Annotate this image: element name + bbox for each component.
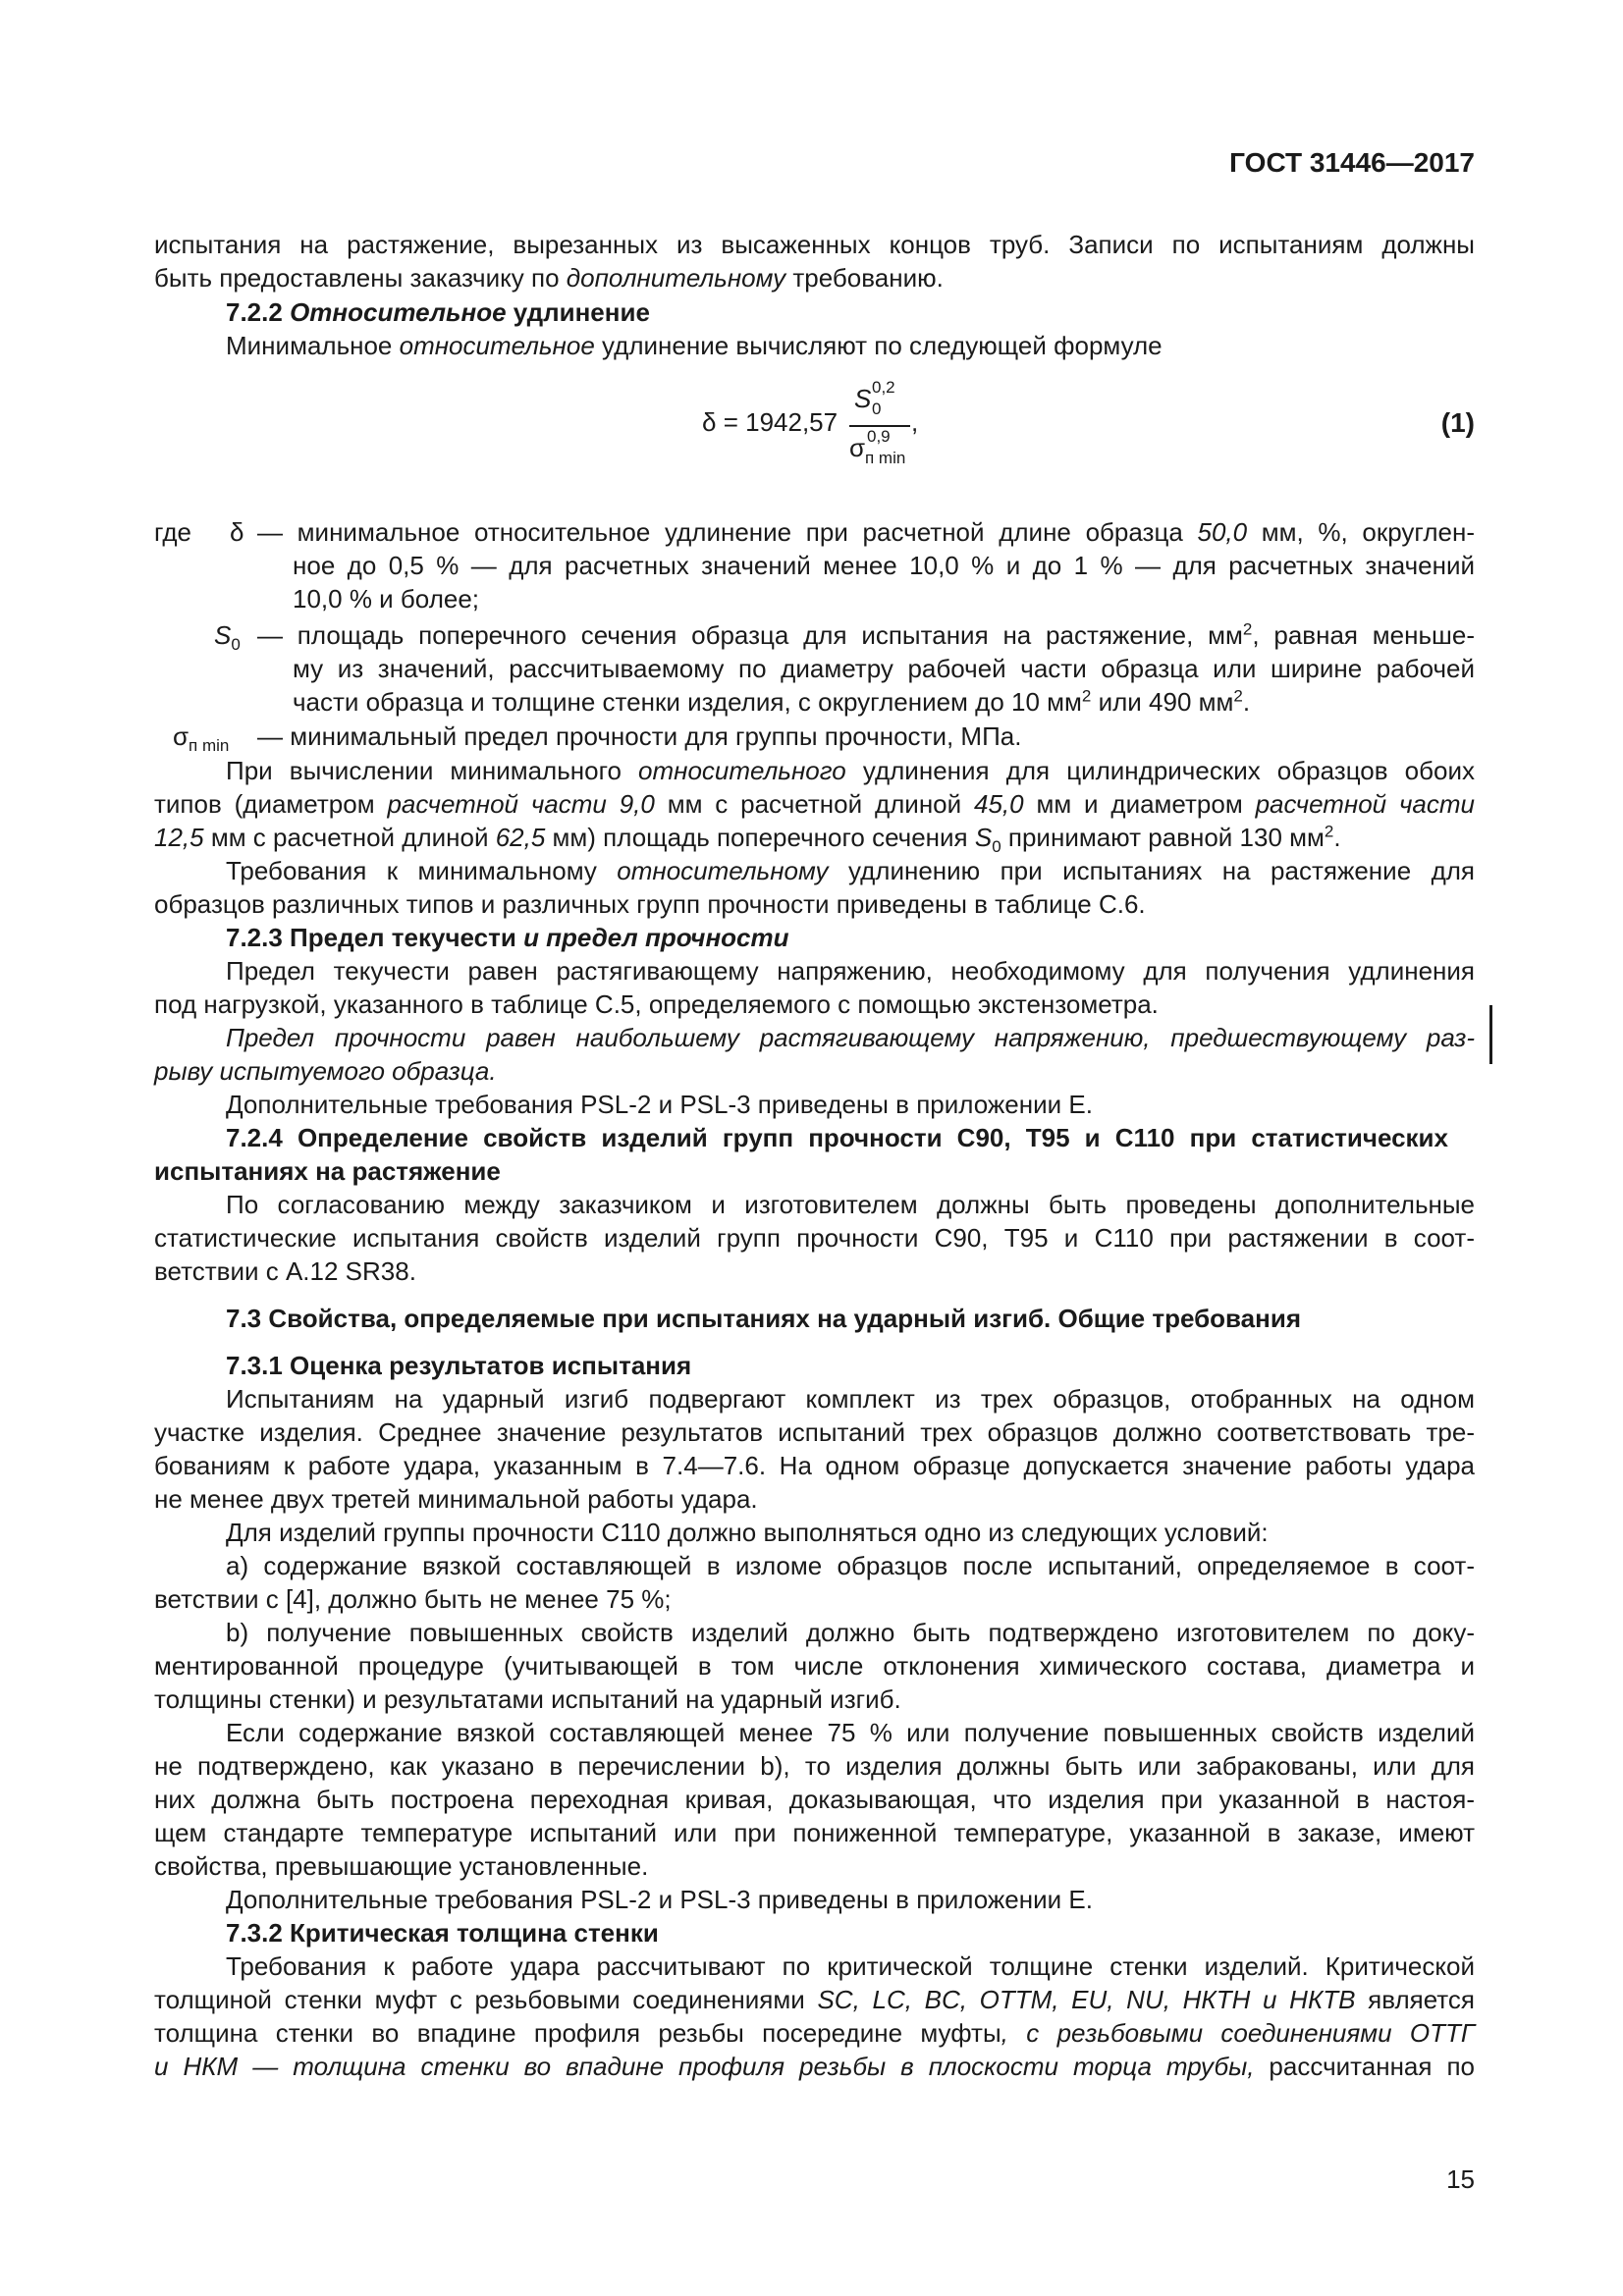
paragraph-line: толщина стенки во впадине профиля резьбы посередине муфты, с резьбовыми соединениями ОТТГ <box>154 2018 1476 2048</box>
paragraph-line: Дополнительные требования PSL-2 и PSL-3 приведены в приложении Е. <box>226 1885 1093 1914</box>
legend-line: му из значений, рассчитываемому по диаметру рабочей части образца или ширине рабочей <box>293 654 1475 683</box>
paragraph-line: Предел прочности равен наибольшему растягивающему напряжению, предшествующему раз- <box>226 1023 1475 1052</box>
paragraph-line: них должна быть построена переходная кривая, доказывающая, что изделия при указанной в настоя- <box>154 1785 1475 1814</box>
paragraph-line: ветствии с А.12 SR38. <box>154 1256 416 1286</box>
section-heading-7-2-4: 7.2.4 Определение свойств изделий групп прочности С90, Т95 и С110 при статистических <box>226 1123 1448 1152</box>
paragraph-line: не подтверждено, как указано в перечислении b), то изделия должны быть или забракованы, или для <box>154 1751 1475 1781</box>
paragraph-line: быть предоставлены заказчику по дополнительному требованию. <box>154 263 944 293</box>
paragraph-line: Для изделий группы прочности С110 должно выполняться одно из следующих условий: <box>226 1518 1269 1547</box>
paragraph-line: Минимальное относительное удлинение вычисляют по следующей формуле <box>226 331 1163 360</box>
formula-number: (1) <box>1440 407 1475 438</box>
section-heading-7-3-1: 7.3.1 Оценка результатов испытания <box>226 1351 692 1380</box>
list-item-b-cont: ментированной процедуре (учитывающей в том числе отклонения химического состава, диаметра и <box>154 1651 1475 1681</box>
change-bar <box>1489 1005 1492 1064</box>
paragraph-line: типов (диаметром расчетной части 9,0 мм с расчетной длиной 45,0 мм и диаметром расчетной части <box>154 789 1475 819</box>
legend-line: — минимальный предел прочности для группы прочности, МПа. <box>257 721 1022 751</box>
formula-1: δ = 1942,57 S 0,2 0 , σ 0,9 п min <box>702 378 919 467</box>
paragraph-line: испытания на растяжение, вырезанных из высаженных концов труб. Записи по испытаниям должны <box>154 230 1475 259</box>
paragraph-line: участке изделия. Среднее значение результатов испытаний трех образцов должно соответствовать тре- <box>154 1417 1475 1447</box>
page-number: 15 <box>1446 2164 1475 2194</box>
paragraph-line: По согласованию между заказчиком и изготовителем должны быть проведены дополнительные <box>226 1190 1475 1219</box>
legend-line: — площадь поперечного сечения образца для испытания на растяжение, $мм^2$, равная меньше- <box>257 619 1475 650</box>
paragraph-line: Требования к минимальному относительному удлинению при испытаниях на растяжение для <box>226 856 1475 885</box>
section-heading-7-2-3: 7.2.3 Предел текучести и предел прочности <box>226 923 789 952</box>
legend-symbol-delta: δ <box>230 517 244 547</box>
section-heading-7-3: 7.3 Свойства, определяемые при испытаниях на ударный изгиб. Общие требования <box>226 1304 1301 1333</box>
paragraph-line: Предел текучести равен растягивающему напряжению, необходимому для получения удлинения <box>226 956 1475 986</box>
list-item-a-cont: ветствии с [4], должно быть не менее 75 %; <box>154 1584 672 1614</box>
legend-where: где <box>154 517 191 547</box>
paragraph-line: Испытаниям на ударный изгиб подвергают комплект из трех образцов, отобранных на одном <box>226 1384 1475 1414</box>
section-heading-7-2-2: 7.2.2 Относительное удлинение <box>226 297 650 327</box>
paragraph-line: Дополнительные требования PSL-2 и PSL-3 приведены в приложении Е. <box>226 1090 1093 1119</box>
paragraph-line: толщиной стенки муфт с резьбовыми соединениями SC, LC, BC, OTTM, EU, NU, НКТН и НКТВ является <box>154 1985 1476 2014</box>
paragraph-line: не менее двух третей минимальной работы удара. <box>154 1484 758 1514</box>
document-header: ГОСТ 31446—2017 <box>1229 147 1475 178</box>
paragraph-line: под нагрузкой, указанного в таблице С.5, определяемого с помощью экстензометра. <box>154 989 1159 1019</box>
list-item-a: a) содержание вязкой составляющей в изломе образцов после испытаний, определяемое в соот- <box>226 1551 1475 1580</box>
paragraph-line: щем стандарте температуре испытаний или при пониженной температуре, указанной в заказе, имеют <box>154 1818 1475 1847</box>
paragraph-line: рыву испытуемого образца. <box>154 1056 497 1086</box>
paragraph-line: статистические испытания свойств изделий групп прочности С90, Т95 и С110 при растяжении в соот- <box>154 1223 1475 1253</box>
legend-line: ное до 0,5 % — для расчетных значений менее 10,0 % и до 1 % — для расчетных значений <box>293 551 1475 580</box>
paragraph-line: 12,5 мм с расчетной длиной 62,5 мм) площадь поперечного сечения $S_0$ принимают равной 130 $мм^2$. <box>154 822 1341 857</box>
section-heading-7-3-2: 7.3.2 Критическая толщина стенки <box>226 1918 659 1948</box>
legend-line: части образца и толщине стенки изделия, с округлением до 10 $мм^2$ или 490 $мм^2$. <box>293 686 1251 717</box>
legend-line: — минимальное относительное удлинение при расчетной длине образца 50,0 мм, %, округлен- <box>257 517 1475 547</box>
list-item-b-cont: толщины стенки) и результатами испытаний на ударный изгиб. <box>154 1684 901 1714</box>
paragraph-line: и НКМ — толщина стенки во впадине профиля резьбы в плоскости торца трубы, рассчитанная по <box>154 2052 1476 2081</box>
paragraph-line: образцов различных типов и различных групп прочности приведены в таблице С.6. <box>154 889 1146 919</box>
paragraph-line: свойства, превышающие установленные. <box>154 1851 649 1881</box>
paragraph-line: Требования к работе удара рассчитывают по критической толщине стенки изделий. Критической <box>226 1951 1475 1981</box>
legend-symbol-sigma: $\sigma_{п min}$ <box>173 721 230 756</box>
legend-line: 10,0 % и более; <box>293 584 480 614</box>
legend-symbol-s0: $S_0$ <box>214 620 241 655</box>
section-heading-7-2-4-cont: испытаниях на растяжение <box>154 1156 501 1186</box>
paragraph-line: бованиям к работе удара, указанным в 7.4—7.6. На одном образце допускается значение работы удара <box>154 1451 1475 1480</box>
paragraph-line: При вычислении минимального относительного удлинения для цилиндрических образцов обоих <box>226 756 1475 785</box>
list-item-b: b) получение повышенных свойств изделий должно быть подтверждено изготовителем по доку- <box>226 1618 1475 1647</box>
paragraph-line: Если содержание вязкой составляющей менее 75 % или получение повышенных свойств изделий <box>226 1718 1475 1747</box>
